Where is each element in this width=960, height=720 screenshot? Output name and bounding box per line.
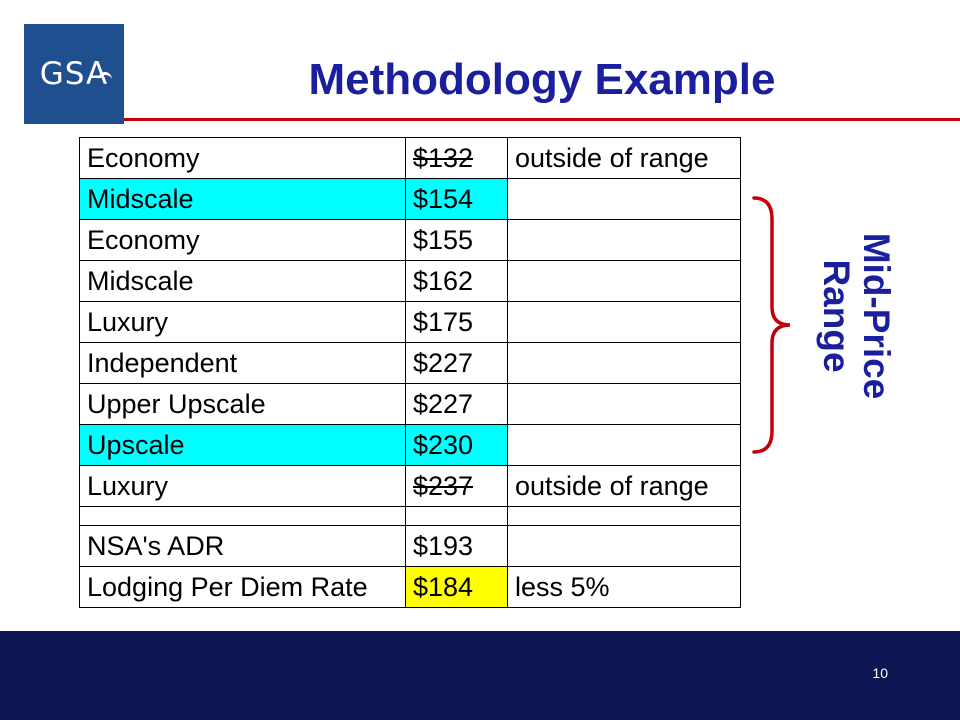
note-cell — [508, 526, 741, 567]
note-cell: outside of range — [508, 138, 741, 179]
rate-cell: $154 — [406, 179, 508, 220]
table-row — [80, 138, 741, 179]
table-row — [80, 466, 741, 507]
gsa-logo-arc — [98, 72, 112, 87]
category-cell: Luxury — [80, 466, 406, 507]
curly-brace-icon — [750, 195, 795, 455]
footer-bar — [0, 631, 960, 720]
table-row — [80, 302, 741, 343]
rate-cell: $175 — [406, 302, 508, 343]
title-divider — [124, 118, 960, 121]
range-label-line1: Mid-Price — [856, 232, 897, 400]
rate-cell: $162 — [406, 261, 508, 302]
rate-cell: $227 — [406, 384, 508, 425]
page-number: 10 — [872, 665, 888, 681]
table-row — [80, 179, 741, 220]
rate-table — [79, 137, 741, 608]
note-cell — [508, 507, 741, 526]
rate-cell: $155 — [406, 220, 508, 261]
note-cell — [508, 425, 741, 466]
category-cell: Midscale — [80, 179, 406, 220]
slide-title: Methodology Example — [308, 55, 776, 104]
gsa-logo — [24, 24, 124, 124]
category-cell: Upper Upscale — [80, 384, 406, 425]
note-cell — [508, 302, 741, 343]
rate-cell: $132 — [406, 138, 508, 179]
table-row — [80, 261, 741, 302]
category-cell: Luxury — [80, 302, 406, 343]
category-cell: NSA's ADR — [80, 526, 406, 567]
rate-cell — [406, 507, 508, 526]
table-row — [80, 343, 741, 384]
category-cell: Midscale — [80, 261, 406, 302]
rate-cell: $184 — [406, 567, 508, 608]
table-row — [80, 526, 741, 567]
gsa-logo-text: GSA — [39, 56, 109, 92]
note-cell — [508, 343, 741, 384]
note-cell — [508, 261, 741, 302]
table-row — [80, 220, 741, 261]
table-row — [80, 384, 741, 425]
rate-cell: $193 — [406, 526, 508, 567]
category-cell: Independent — [80, 343, 406, 384]
note-cell: outside of range — [508, 466, 741, 507]
table-row — [80, 425, 741, 466]
note-cell: less 5% — [508, 567, 741, 608]
range-label-line2: Range — [816, 259, 857, 373]
category-cell: Economy — [80, 220, 406, 261]
rate-cell: $237 — [406, 466, 508, 507]
category-cell — [80, 507, 406, 526]
rate-cell: $227 — [406, 343, 508, 384]
note-cell — [508, 220, 741, 261]
note-cell — [508, 384, 741, 425]
table-spacer-row — [80, 507, 741, 526]
category-cell: Lodging Per Diem Rate — [80, 567, 406, 608]
category-cell: Economy — [80, 138, 406, 179]
rate-cell: $230 — [406, 425, 508, 466]
category-cell: Upscale — [80, 425, 406, 466]
note-cell — [508, 179, 741, 220]
table-row — [80, 567, 741, 608]
